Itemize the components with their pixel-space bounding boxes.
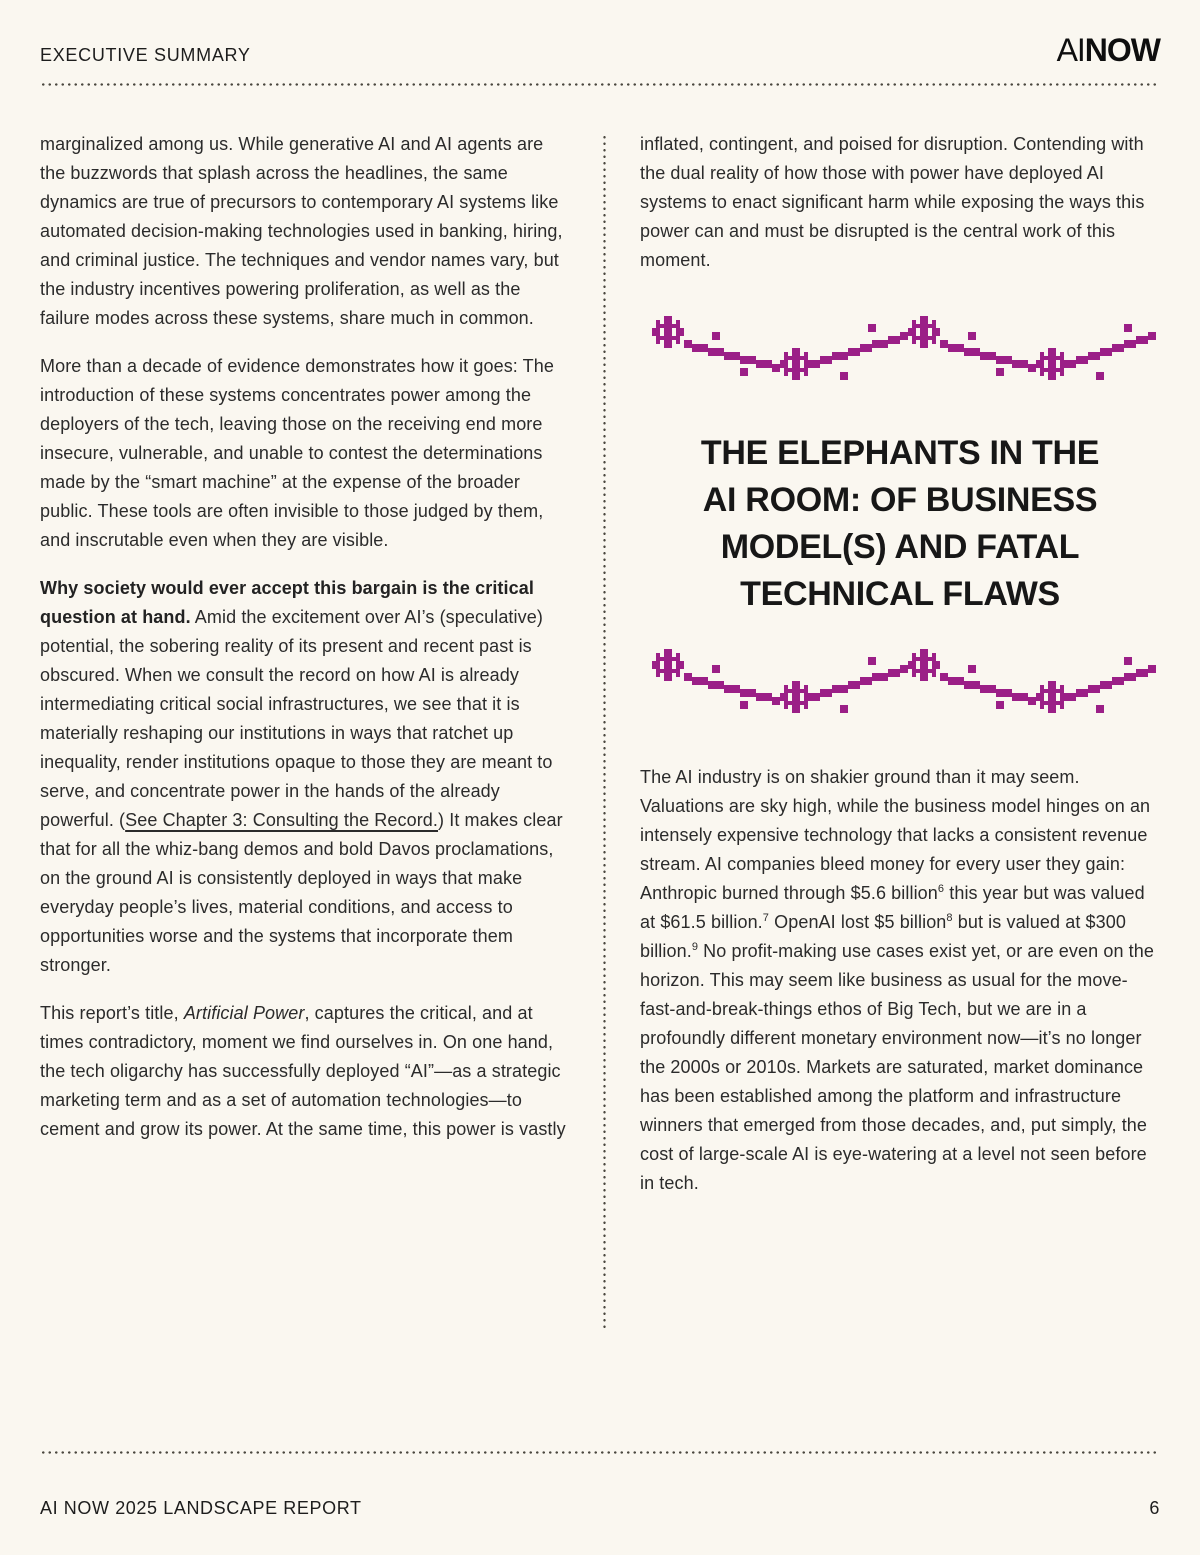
- section-label: EXECUTIVE SUMMARY: [40, 45, 251, 65]
- body-paragraph: More than a decade of evidence demonstrates how it goes: The introduction of these systems concentrates power among the deployers of the tech, leaving those on the receiving end more insecure, vulnerable, and unable to contest the determinations made by the “smart machine” at the expense of the broader public. These tools are often invisible to those judged by them, and inscrutable even when they are visible.: [40, 356, 554, 550]
- logo-now: NOW: [1084, 32, 1160, 68]
- body-paragraph: The AI industry is on shakier ground than it may seem. Valuations are sky high, while the business model hinges on an intensely expensive technology that lacks a consistent revenue stream. AI companies bleed money for every user they gain: Anthropic burned through $5.6 billion$^6$ this year but was valued at $61.5 billion.$^7$ OpenAI lost $5 billion$^8$ but is valued at $300 billion.$^9$ No profit-making use cases exist yet, or are even on the horizon. This may seem like business as usual for the move-fast-and-break-things ethos of Big Tech, but we are in a profoundly different monetary environment now—it’s no longer the 2000s or 2010s. Markets are saturated, market dominance has been established among the platform and infrastructure winners that emerged from those decades, and, put simply, the cost of large-scale AI is eye-watering at a level not seen before in tech.: [640, 767, 1154, 1193]
- pixel-floral-ornament-icon: [644, 649, 1156, 713]
- chapter-link[interactable]: See Chapter 3: Consulting the Record.: [125, 810, 439, 830]
- dotted-column-divider: [603, 134, 606, 1331]
- body-paragraph: inflated, contingent, and poised for disruption. Contending with the dual reality of how those with power have deployed AI systems to enact significant harm while exposing the ways this power can and must be disrupted is the central work of this moment.: [640, 134, 1145, 270]
- left-column: [40, 130, 568, 1451]
- logo-ai: AI: [1056, 32, 1085, 68]
- footnote-ref: 7: [762, 912, 770, 924]
- section-heading: THE ELEPHANTS IN THE AI ROOM: OF BUSINESS MODEL(S) AND FATAL TECHNICAL FLAWS: [700, 434, 1100, 613]
- footnote-ref: 9: [691, 941, 699, 953]
- two-column-content: [40, 130, 1160, 1451]
- ornament-divider: [640, 649, 1160, 718]
- dotted-rule-bottom: [40, 1451, 1160, 1454]
- page-footer: [40, 1451, 1160, 1555]
- right-column: [640, 130, 1160, 1451]
- footer-report-title: AI NOW 2025 LANDSCAPE REPORT: [40, 1498, 362, 1518]
- dotted-rule-top: [40, 83, 1160, 86]
- pixel-floral-ornament-icon: [644, 316, 1156, 380]
- page-header: [40, 0, 1160, 66]
- body-paragraph: This report’s title, Artificial Power, captures the critical, and at times contradictory, moment we find ourselves in. On one hand, the tech oligarchy has successfully deployed “AI”—as a strategic marketing term and as a set of automation technologies—to cement and grow its power. At the same time, this power is vastly: [40, 1003, 566, 1139]
- ornament-divider: [640, 316, 1160, 385]
- footer-page-number: 6: [1149, 1498, 1160, 1518]
- ai-now-logo: [1057, 34, 1160, 66]
- body-paragraph: marginalized among us. While generative AI and AI agents are the buzzwords that splash across the headlines, the same dynamics are true of precursors to contemporary AI systems like automated decision-making technologies used in banking, hiring, and criminal justice. The techniques and vendor names vary, but the industry incentives powering proliferation, as well as the failure modes across these systems, share much in common.: [40, 134, 563, 328]
- footnote-ref: 6: [937, 883, 945, 895]
- footnote-ref: 8: [946, 912, 953, 924]
- body-paragraph: Why society would ever accept this bargain is the critical question at hand. Amid the excitement over AI’s (speculative) potential, the sobering reality of its present and recent past is obscured. When we consult the record on how AI is already intermediating critical social infrastructures, we see that it is materially reshaping our institutions in ways that ratchet up inequality, render institutions opaque to those they are meant to serve, and concentrate power in the hands of the already powerful. (See Chapter 3: Consulting the Record.) It makes clear that for all the whiz-bang demos and bold Davos proclamations, on the ground AI is consistently deployed in ways that make everyday people’s lives, material conditions, and access to opportunities worse and the systems that incorporate them stronger.: [40, 578, 563, 975]
